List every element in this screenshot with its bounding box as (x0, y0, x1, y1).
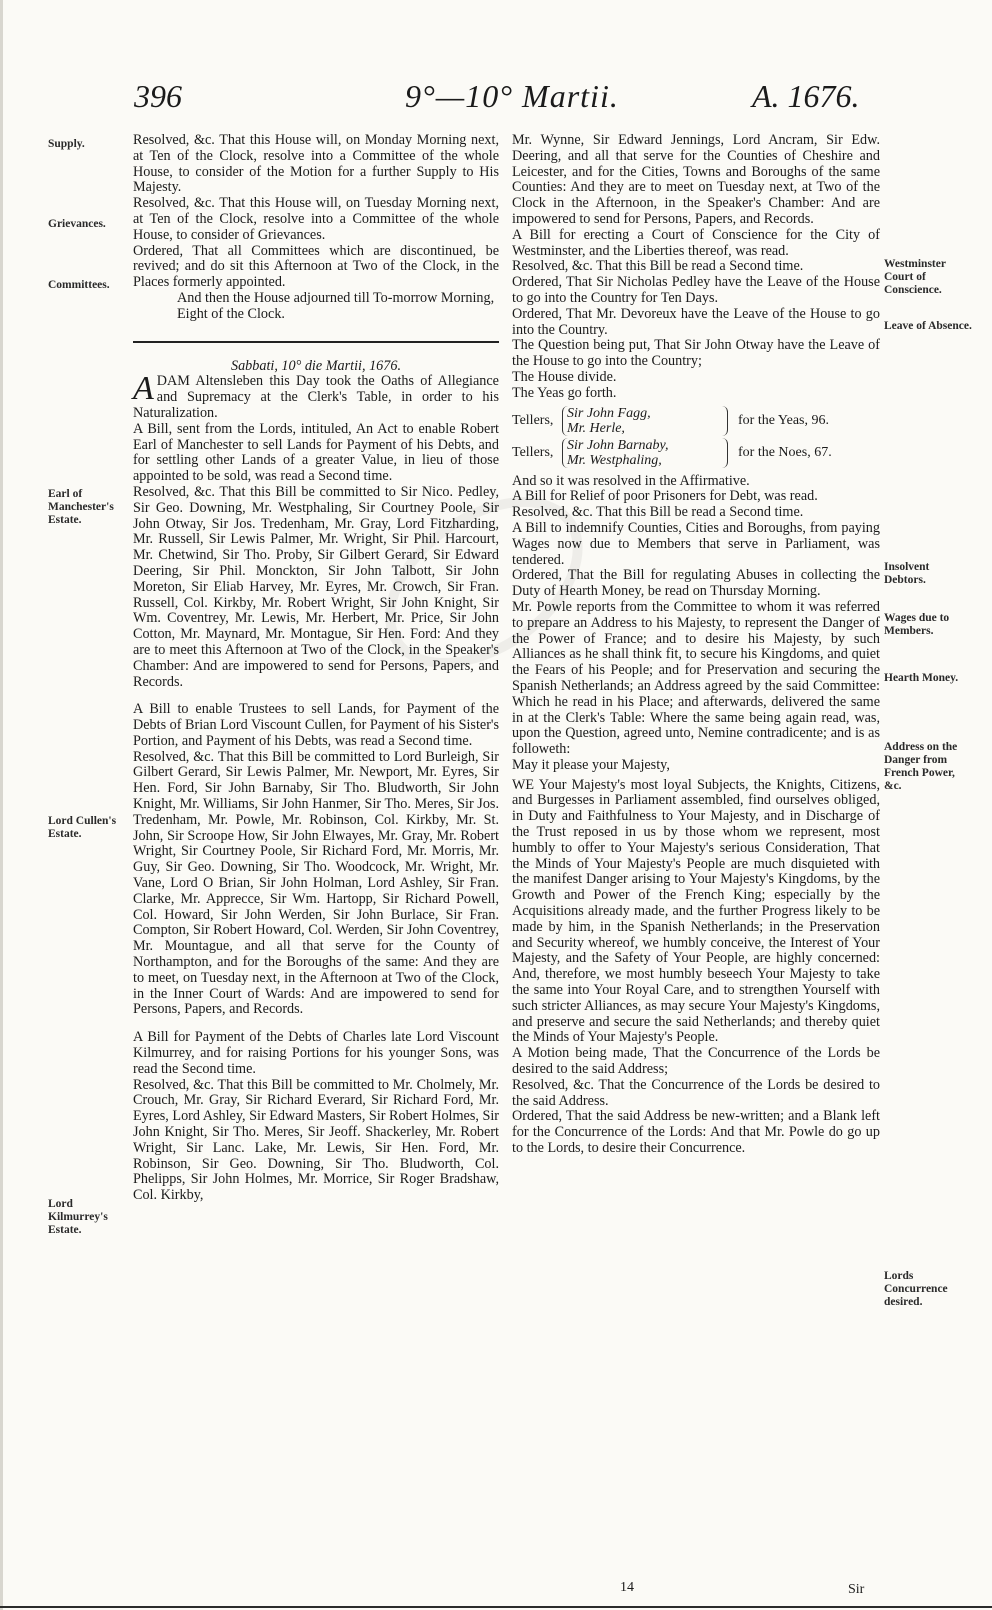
tellers-yeas (512, 406, 880, 436)
committees-order: Ordered, That all Committees which are discontinued, be revived; and do sit this Afternoon at Two of the Clock, in the Places formerly appointed. (133, 242, 499, 291)
left-column (133, 133, 499, 1204)
manchester-committee: Resolved, &c. That this Bill be committed to Sir Nico. Pedley, Sir Geo. Downing, Mr. Westphaling, Sir Courtney Poole, Sir John Otway, Sir Jos. Tredenham, Mr. Gray, Lord Fitzharding, Mr. Russell, Sir Lewis Palmer, Mr. Wright, Sir Phil. Harcourt, Mr. Chetwind, Sir Tho. Proby, Sir Gilbert Gerard, Sir Edward Deering, Sir Phil. Monckton, Sir John Talbott, Sir John Moreton, Sir Eliab Harvey, Mr. Eyres, Mr. Crowch, Sir Fran. Russell, Col. Kirkby, Mr. Robert Wright, Sir John Knight, Sir Wm. Coventrey, Mr. Lewis, Mr. Herbert, Mr. Price, Sir John Cotton, Mr. Maynard, Mr. Montague, Sir Hen. Ford: And they are to meet this Afternoon at Two of the Clock, in the Speaker's Chamber: And are impowered to send for Persons, Papers, and Records. (133, 483, 499, 690)
supply-resolution: Resolved, &c. That this House will, on Monday Morning next, at Ten of the Clock, resolve into a Committee of the whole House, to consider of the Motion for a further Supply to His Majesty. (133, 132, 499, 196)
westminster-bill: A Bill for erecting a Court of Conscience for the City of Westminster, and the Liberties thereof, was read. (512, 226, 880, 259)
page-header (0, 78, 992, 128)
affirmative: And so it was resolved in the Affirmative. (512, 472, 750, 489)
margin-note-westminster: Westminster Court of Conscience. (884, 258, 946, 296)
margin-note-grievances: Grievances. (48, 218, 106, 230)
altensleben-text: DAM Altensleben this Day took the Oaths of Allegiance and Supremacy at the Clerk's Table, in order to his Naturalization. (133, 373, 499, 421)
margin-note-cullen: Lord Cullen's Estate. (48, 815, 117, 840)
grievances-resolution: Resolved, &c. That this House will, on Tuesday Morning next, at Ten of the Clock, resolve into a Committee of the whole House, to consider of Grievances. (133, 195, 499, 243)
catchword: Sir (848, 1582, 865, 1597)
noes-count: for the Noes, 67. (738, 444, 832, 460)
concurrence-resolved: Resolved, &c. That the Concurrence of the Lords be desired to the said Address. (512, 1076, 880, 1109)
teller-noe-1: Sir John Barnaby, (567, 437, 669, 453)
margin-note-insolvent: Insolvent Debtors. (884, 561, 930, 586)
tellers-yea-names (562, 406, 717, 436)
tellers-label: Tellers, (512, 412, 554, 428)
manchester-bill: A Bill, sent from the Lords, intituled, An Act to enable Robert Earl of Manchester to sell Lands for Payment of his Debts, and for settling other Lands of a greater Value, in lieu of those appointed to be sold, was read a Second time. (133, 420, 499, 485)
salutation: May it please your Majesty, (512, 756, 670, 773)
tellers-block (512, 406, 880, 468)
margin-note-committees: Committees. (48, 279, 110, 291)
margin-note-manchester: Earl of Manchester's Estate. (48, 488, 114, 526)
concurrence-motion: A Motion being made, That the Concurrence of the Lords be desired to the said Address; (512, 1045, 880, 1078)
kilmurrey-committee: Resolved, &c. That this Bill be committed to Mr. Cholmely, Mr. Crouch, Mr. Gray, Sir Richard Everard, Sir Richard Ford, Mr. Eyres, Lord Ashley, Sir Edward Masters, Sir Robert Holmes, Sir John Knight, Sir Tho. Meres, Sir Jeoff. Shackerley, Mr. Robert Wright, Sir Lanc. Lake, Mr. Lewis, Sir Hen. Ford, Mr. Robinson, Sir Geo. Downing, Sir Tho. Bludworth, Col. Phelipps, Sir John Holmes, Mr. Morrice, Sir Roger Bradshaw, Col. Kirkby, (133, 1076, 499, 1204)
bottom-border (0, 1606, 992, 1608)
leave-devoreux: Ordered, That Mr. Devoreux have the Leave of the House to go into the Country. (512, 305, 880, 338)
page-number: 396 (134, 78, 182, 114)
margin-note-kilmurrey: Lord Kilmurrey's Estate. (48, 1198, 108, 1236)
prisoners-resolved: Resolved, &c. That this Bill be read a Second time. (512, 504, 804, 521)
margin-note-supply: Supply. (48, 138, 85, 150)
printer-signature: 14 (620, 1580, 634, 1595)
cullen-bill: A Bill to enable Trustees to sell Lands, for Payment of the Debts of Brian Lord Viscount Cullen, for Payment of his Sister's Portion, and Payment of his Debts, was read a Second time. (133, 701, 499, 749)
yeas-forth: The Yeas go forth. (512, 384, 617, 401)
powle-report: Mr. Powle reports from the Committee to whom it was referred to prepare an Address to his Majesty, to represent the Danger of the Power of France; and to desire his Majesty, by such Alliances as he shall think fit, to secure his Kingdoms, and quiet the Fears of his People; and for Preservation and securing the Spanish Netherlands; an Address agreed by the said Committee: Which he read in his Place; and afterwards, delivered the same in at the Clerk's Table: Where the same being again read, was, upon the Question, agreed unto, Nemine contradicente; and is as followeth: (512, 598, 880, 758)
prisoners-bill: A Bill for Relief of poor Prisoners for Debt, was read. (512, 488, 818, 505)
committee-continuation: Mr. Wynne, Sir Edward Jennings, Lord Ancram, Sir Edw. Deering, and all that serve for the Counties of Cheshire and Leicester, and for the Cities, Towns and Boroughs of the same Counties: And they are to meet on Tuesday next, at Two of the Clock in the Afternoon, in the Speaker's Chamber: And are impowered to send for Persons, Papers, and Records. (512, 132, 880, 227)
margin-note-lords: Lords Concurrence desired. (884, 1270, 948, 1308)
running-year: A. 1676. (752, 78, 860, 114)
westminster-resolved: Resolved, &c. That this Bill be read a Second time. (512, 258, 804, 275)
running-date: 9°—10° Martii. (405, 78, 619, 114)
address-text: WE Your Majesty's most loyal Subjects, the Knights, Citizens, and Burgesses in Parliament assembled, find ourselves obliged, in Duty and Faithfulness to Your Majesty, and in Discharge of the Trust reposed in us by those whom we represent, most humbly to offer to Your Majesty's serious Consideration, That the Minds of Your Majesty's People are much disquieted with the manifest Danger arising to Your Majesty's Kingdoms, by the Growth and Power of the French King; especially by the Acquisitions already made, and the further Progress likely to be made by him, in the Spanish Netherlands; in the Preservation and Security whereof, we humbly conceive, the Interest of Your Majesty, and the Safety of Your People, are highly concerned: And, therefore, we most humbly beseech Your Majesty to take the same into Your Royal Care, and to strengthen Yourself with such stricter Alliances, as may secure Your Majesty's Kingdoms, and preserve and secure the said Netherlands; and thereby quiet the Minds of Your Majesty's People. (512, 776, 880, 1046)
teller-noe-2: Mr. Westphaling, (567, 452, 662, 468)
wages-bill: A Bill to indemnify Counties, Cities and Boroughs, from paying Wages now due to Members that serve in Parliament, was tendered. (512, 519, 880, 568)
margin-note-address: Address on the Danger from French Power, &c. (884, 741, 958, 792)
altensleben-entry (133, 370, 499, 421)
cullen-committee: Resolved, &c. That this Bill be committed to Lord Burleigh, Sir Gilbert Gerard, Sir Lewis Palmer, Mr. Newport, Mr. Eyres, Sir Hen. Ford, Sir John Barnaby, Sir Tho. Bludworth, Sir John Knight, Mr. Williams, Sir John Hanmer, Sir Tho. Meres, Sir Jos. Tredenham, Mr. Powle, Mr. Robinson, Col. Kirkby, Mr. St. John, Sir Scroope How, Sir John Elwayes, Mr. Gray, Mr. Robert Wright, Sir Courtney Poole, Sir Richard Ford, Mr. Morris, Mr. Guy, Sir Geo. Downing, Sir Tho. Woodcock, Mr. Wright, Mr. Vane, Lord O Brian, Sir John Holman, Lord Ashley, Sir Fran. Clarke, Mr. Apprecce, Sir Wm. Hartopp, Sir Richard Powell, Col. Howard, Sir John Werden, Sir John Burlace, Sir Fran. Compton, Sir Robert Howard, Col. Werden, Sir John Coventrey, Mr. Mountague, and all that serve for the County of Northampton, and for the Boroughs of the same: And they are to meet, on Tuesday next, in the Afternoon at Two of the Clock, in the Inner Court of Wards: And are impowered to send for Persons, Papers, and Records. (133, 748, 499, 1018)
drop-cap: A (133, 370, 154, 408)
brace (717, 438, 728, 468)
tellers-label: Tellers, (512, 444, 554, 460)
adjournment: And then the House adjourned till To-morrow Morning, Eight of the Clock. (177, 289, 495, 322)
yeas-count: for the Yeas, 96. (738, 412, 829, 428)
leave-pedley: Ordered, That Sir Nicholas Pedley have the Leave of the House to go into the Country for Ten Days. (512, 274, 880, 306)
teller-yea-2: Mr. Herle, (567, 420, 625, 436)
house-divide: The House divide. (512, 368, 617, 385)
tellers-noes (512, 438, 880, 468)
brace (717, 406, 728, 436)
day-heading: Sabbati, 10° die Martii, 1676. (230, 357, 401, 374)
hearth-order: Ordered, That the Bill for regulating Abuses in collecting the Duty of Hearth Money, be read on Thursday Morning. (512, 567, 880, 600)
teller-yea-1: Sir John Fagg, (567, 405, 651, 421)
page-edge (0, 0, 3, 1610)
otway-question: The Question being put, That Sir John Otway have the Leave of the House to go into the Country; (512, 337, 880, 370)
right-column (512, 133, 880, 1157)
margin-note-leave: Leave of Absence. (884, 320, 972, 332)
margin-note-hearth: Hearth Money. (884, 672, 959, 684)
margin-note-wages: Wages due to Members. (884, 612, 950, 637)
new-written-order: Ordered, That the said Address be new-written; and a Blank left for the Concurrence of the Lords: And that Mr. Powle do go up to the Lords, to desire their Concurrence. (512, 1108, 880, 1157)
kilmurrey-bill: A Bill for Payment of the Debts of Charles late Lord Viscount Kilmurrey, and for raising Portions for his younger Sons, was read the Second time. (133, 1029, 499, 1077)
tellers-noe-names (562, 438, 717, 468)
section-rule (133, 341, 499, 343)
